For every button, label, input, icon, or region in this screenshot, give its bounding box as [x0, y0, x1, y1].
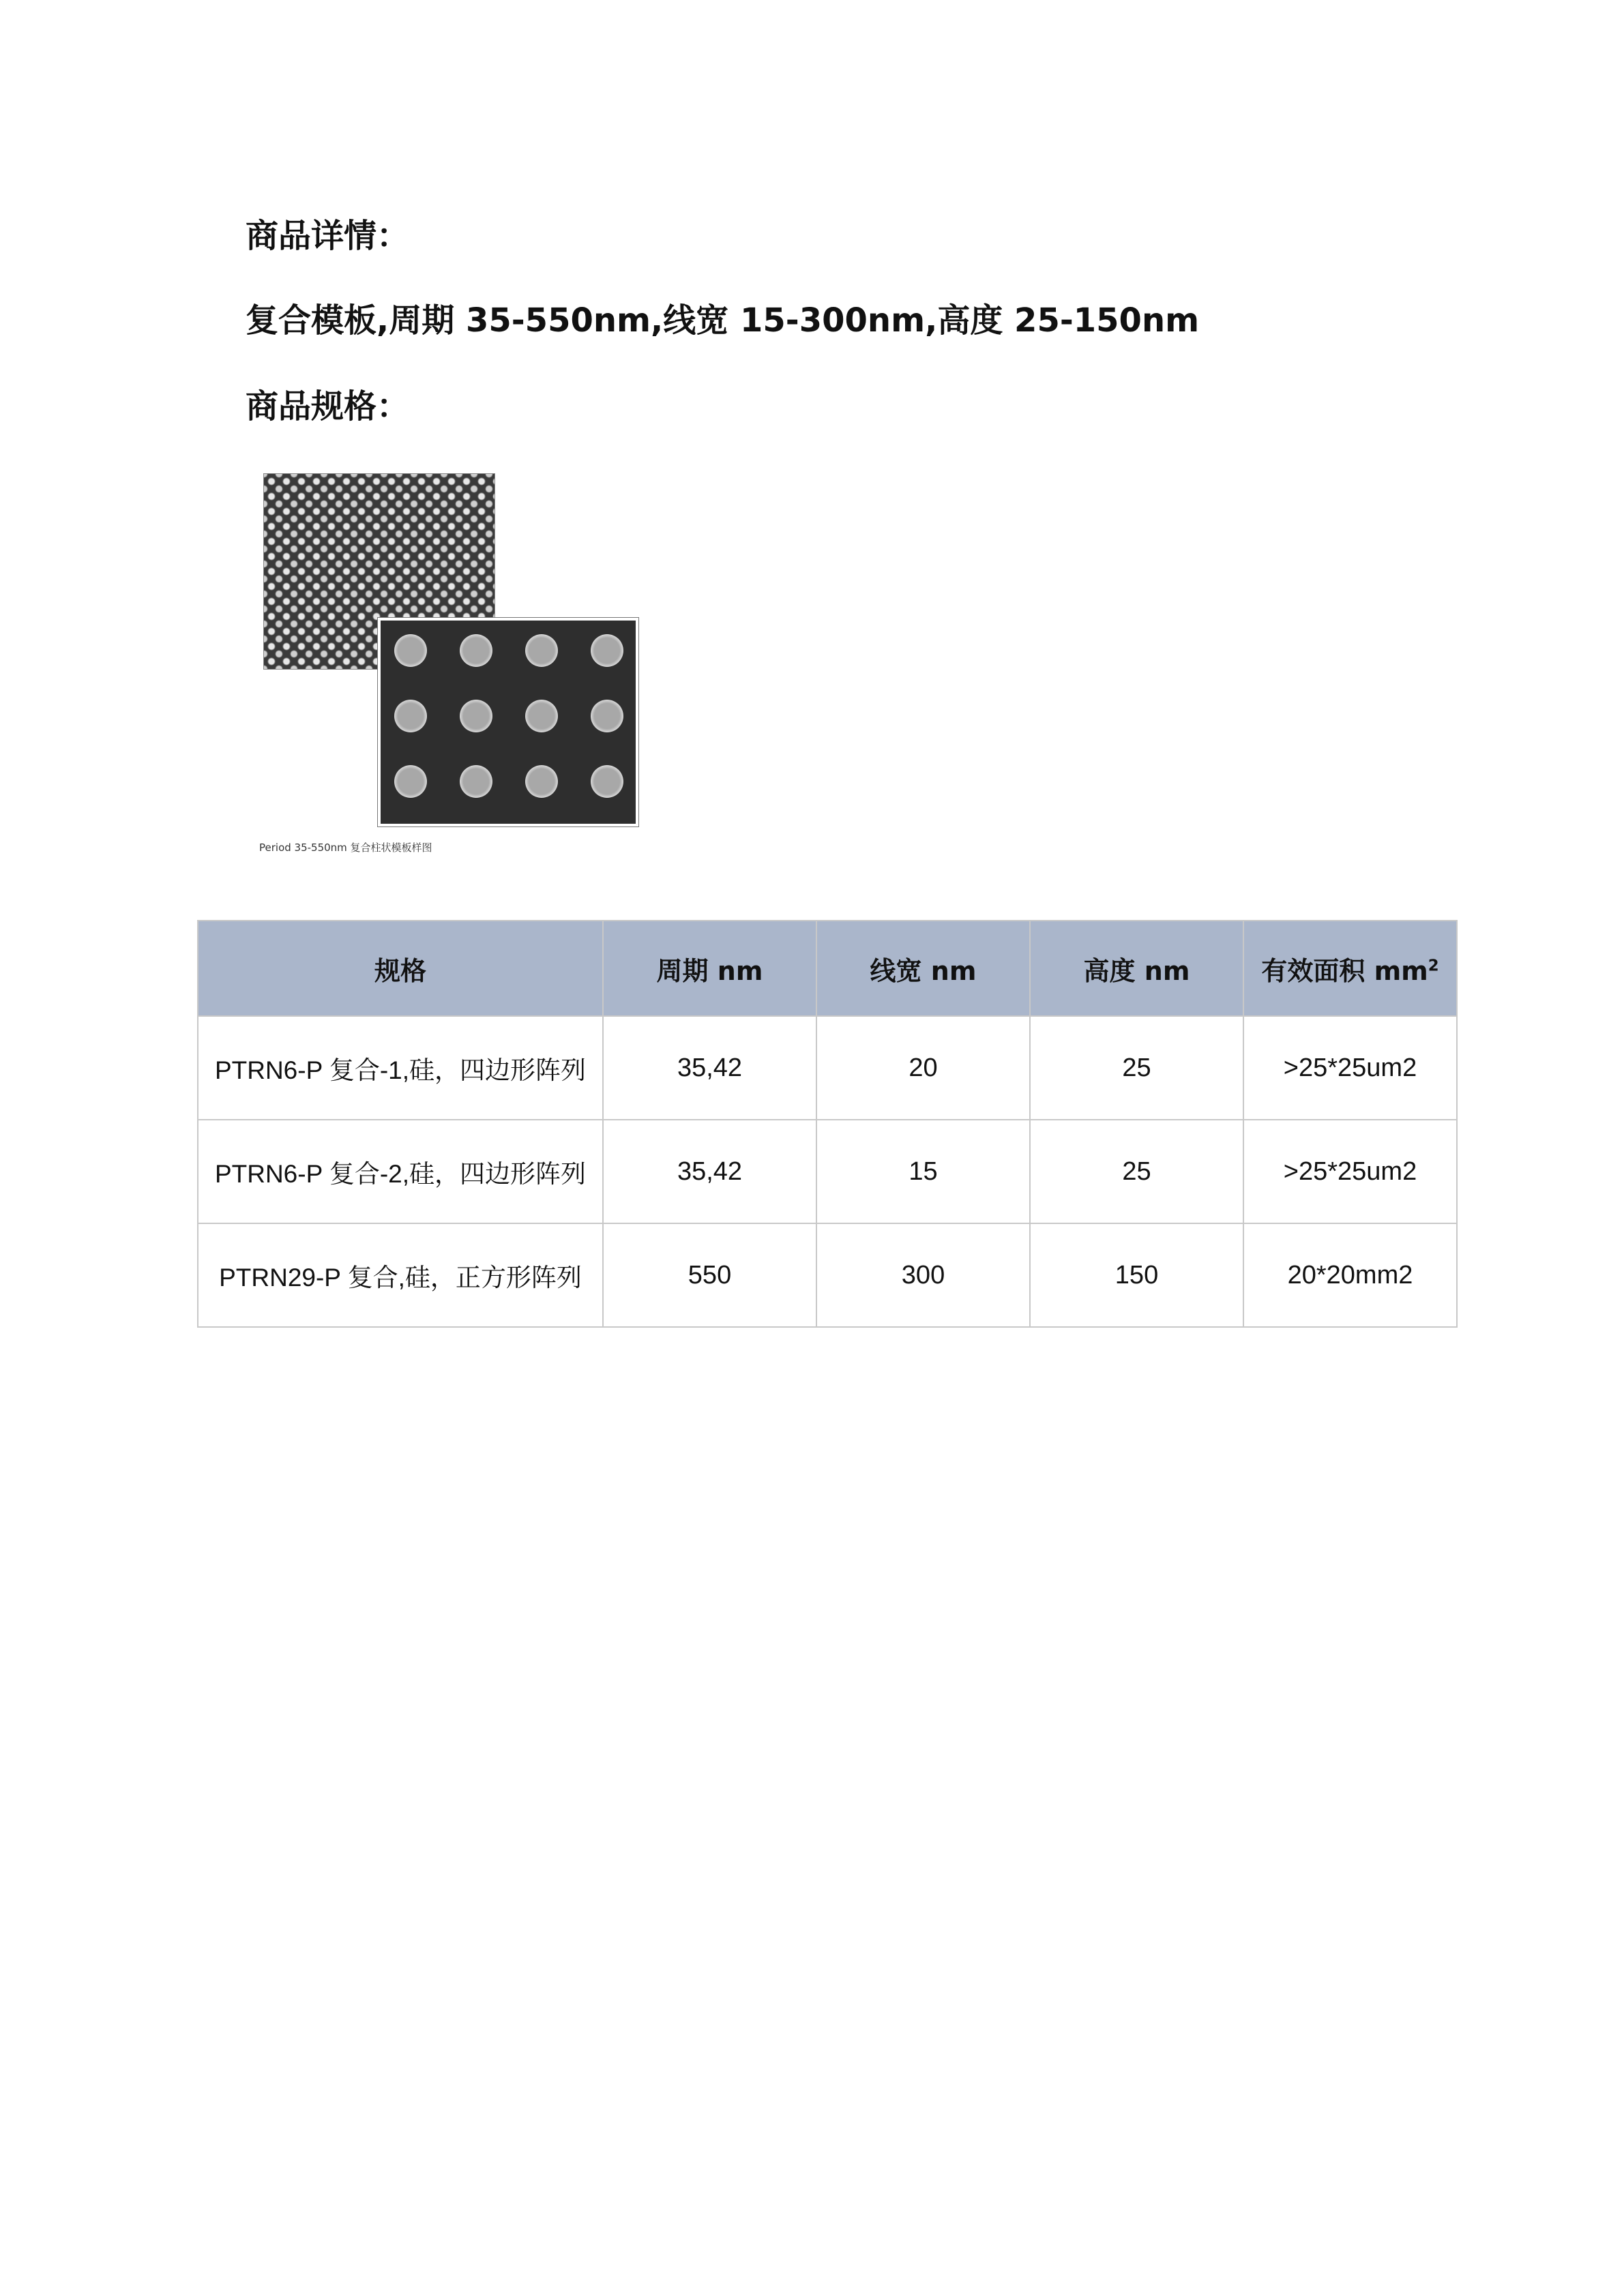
- section-heading-product-specs: 商品规格：: [246, 387, 410, 426]
- header-spec: 规格: [198, 921, 603, 1016]
- cell-spec: PTRN6-P 复合-1,硅，四边形阵列: [198, 1016, 603, 1120]
- pillar-dot: [394, 634, 427, 667]
- pillar-dot: [460, 634, 492, 667]
- cell-line-width: 15: [816, 1120, 1030, 1223]
- table-row: [198, 1120, 1457, 1223]
- cell-period: 35,42: [603, 1016, 816, 1120]
- cell-height: 25: [1030, 1016, 1243, 1120]
- section-heading-product-details: 商品详情：: [246, 217, 410, 255]
- cell-effective-area: 20*20mm2: [1243, 1223, 1457, 1327]
- cell-line-width: 300: [816, 1223, 1030, 1327]
- pillar-dot: [591, 765, 623, 798]
- table-row: [198, 1016, 1457, 1120]
- cell-effective-area: >25*25um2: [1243, 1016, 1457, 1120]
- sem-image-pillar-array: [378, 618, 638, 826]
- cell-height: 25: [1030, 1120, 1243, 1223]
- spec-table: [197, 920, 1458, 1328]
- header-effective-area: 有效面积 $mm^2$: [1243, 921, 1457, 1016]
- cell-period: 550: [603, 1223, 816, 1327]
- pillar-dot: [525, 634, 558, 667]
- pillar-dot: [525, 700, 558, 732]
- pillar-dot: [394, 700, 427, 732]
- figure-caption: Period 35-550nm 复合柱状模板样图: [259, 841, 432, 854]
- pillar-dot: [460, 700, 492, 732]
- table-row: [198, 1223, 1457, 1327]
- pillar-dot: [460, 765, 492, 798]
- pillar-dot: [591, 634, 623, 667]
- pillar-dot: [591, 700, 623, 732]
- sample-figure: [259, 469, 641, 865]
- pillar-dot: [394, 765, 427, 798]
- header-height: 高度 nm: [1030, 921, 1243, 1016]
- cell-line-width: 20: [816, 1016, 1030, 1120]
- cell-spec: PTRN29-P 复合,硅，正方形阵列: [198, 1223, 603, 1327]
- product-title: 复合模板,周期 35-550nm,线宽 15-300nm,高度 25-150nm: [246, 301, 1200, 340]
- cell-spec: PTRN6-P 复合-2,硅，四边形阵列: [198, 1120, 603, 1223]
- cell-effective-area: >25*25um2: [1243, 1120, 1457, 1223]
- header-period: 周期 nm: [603, 921, 816, 1016]
- cell-period: 35,42: [603, 1120, 816, 1223]
- table-header-row: [198, 921, 1457, 1016]
- cell-height: 150: [1030, 1223, 1243, 1327]
- header-line-width: 线宽 nm: [816, 921, 1030, 1016]
- pillar-dot: [525, 765, 558, 798]
